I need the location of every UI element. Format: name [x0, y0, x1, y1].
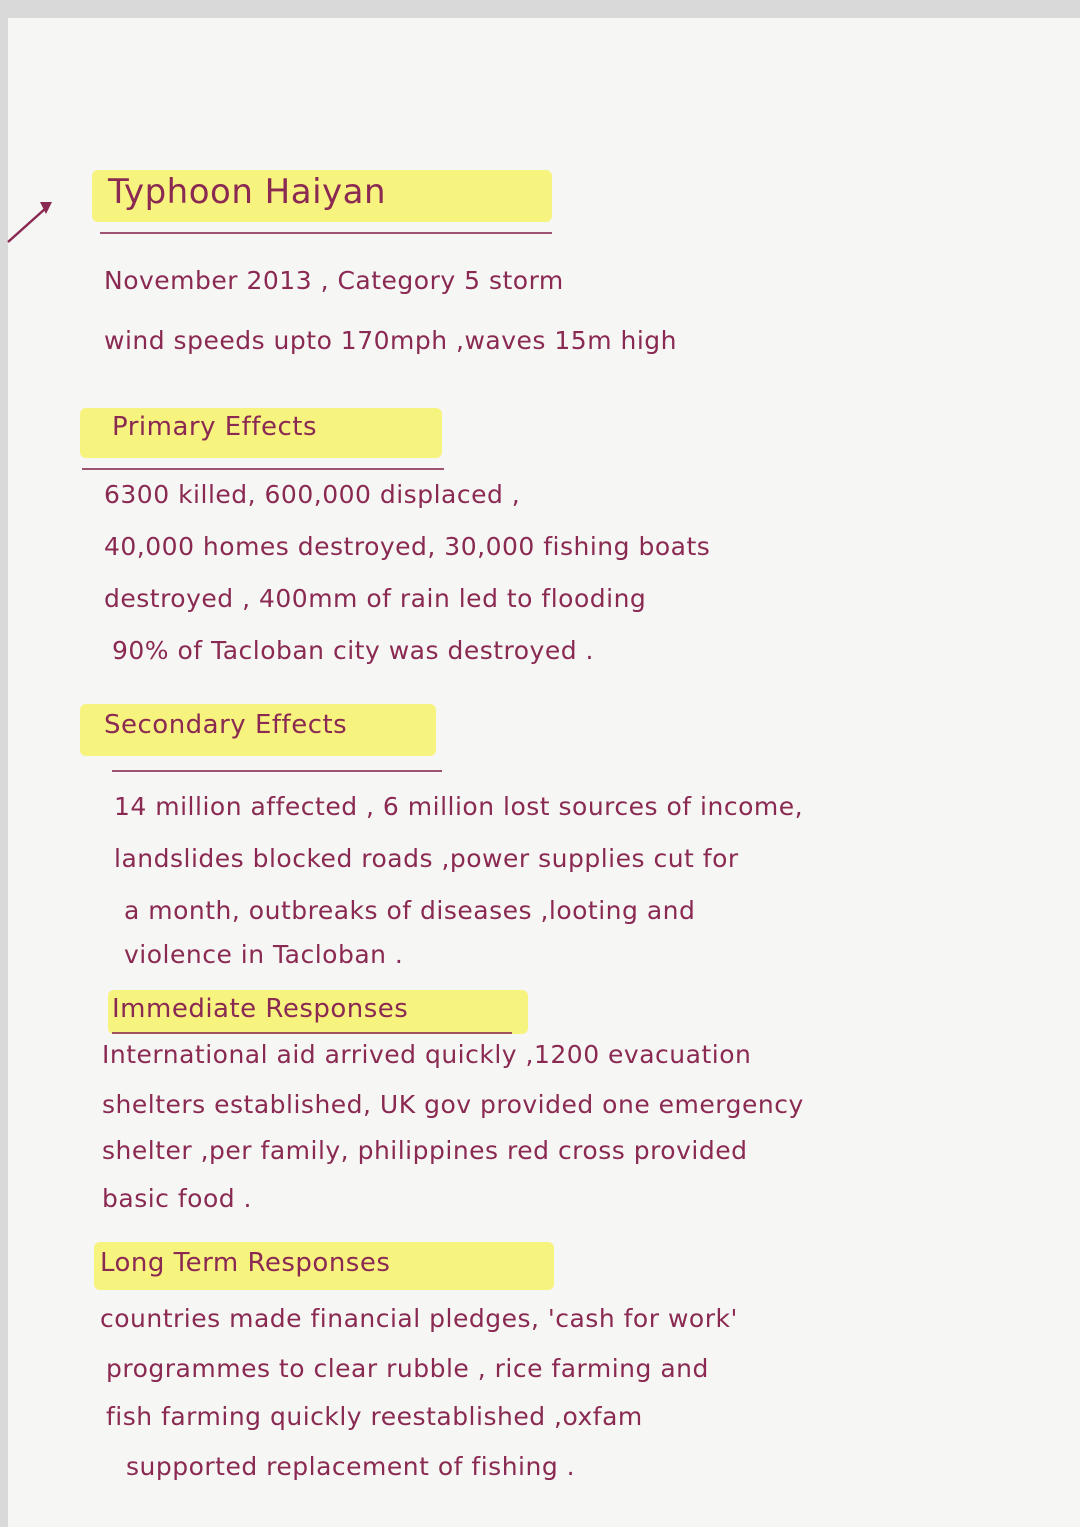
intro-line-1: November 2013 , Category 5 storm	[104, 266, 564, 295]
primary-line-4: 90% of Tacloban city was destroyed .	[112, 636, 594, 665]
immediate-line-1: International aid arrived quickly ,1200 evacuation	[102, 1040, 752, 1069]
immediate-underline	[112, 1032, 512, 1034]
secondary-line-1: 14 million affected , 6 million lost sources of income,	[114, 792, 804, 821]
immediate-line-4: basic food .	[102, 1184, 253, 1213]
secondary-effects-heading: Secondary Effects	[104, 710, 348, 740]
primary-line-3: destroyed , 400mm of rain led to flooding	[104, 584, 647, 613]
immediate-line-2: shelters established, UK gov provided one emergency	[102, 1090, 804, 1119]
primary-line-2: 40,000 homes destroyed, 30,000 fishing boats	[104, 532, 711, 561]
arrow-icon	[2, 190, 62, 250]
secondary-line-2: landslides blocked roads ,power supplies cut for	[114, 844, 739, 873]
long-term-responses-heading: Long Term Responses	[100, 1248, 391, 1278]
secondary-line-4: violence in Tacloban .	[124, 940, 404, 969]
longterm-line-4: supported replacement of fishing .	[126, 1452, 576, 1481]
primary-line-1: 6300 killed, 600,000 displaced ,	[104, 480, 521, 509]
intro-line-2: wind speeds upto 170mph ,waves 15m high	[104, 326, 678, 355]
longterm-line-3: fish farming quickly reestablished ,oxfam	[106, 1402, 643, 1431]
secondary-line-3: a month, outbreaks of diseases ,looting and	[124, 896, 696, 925]
title-underline	[100, 232, 552, 234]
longterm-line-1: countries made financial pledges, 'cash for work'	[100, 1304, 738, 1333]
primary-effects-heading: Primary Effects	[112, 412, 318, 442]
page-title: Typhoon Haiyan	[108, 172, 387, 212]
immediate-responses-heading: Immediate Responses	[112, 994, 409, 1024]
immediate-line-3: shelter ,per family, philippines red cross provided	[102, 1136, 748, 1165]
primary-underline	[82, 468, 444, 470]
notebook-page	[8, 18, 1080, 1527]
longterm-line-2: programmes to clear rubble , rice farming and	[106, 1354, 709, 1383]
secondary-underline	[112, 770, 442, 772]
